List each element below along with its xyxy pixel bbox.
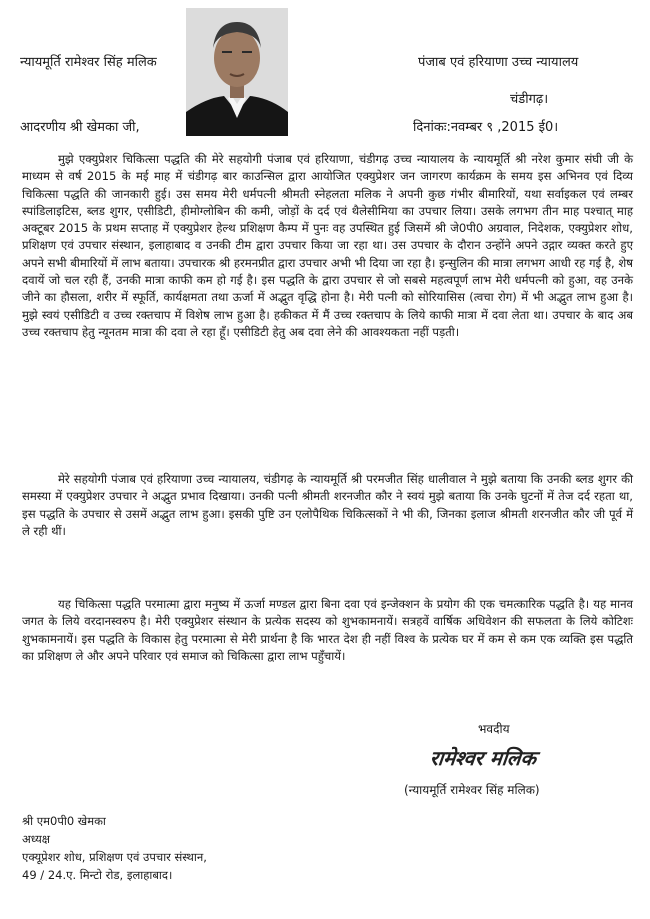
court-city: चंडीगढ़। bbox=[510, 92, 549, 107]
body-paragraph-2: मेरे सहयोगी पंजाब एवं हरियाणा उच्च न्यायालय, चंडीगढ़ के न्यायमूर्ति श्री परमजीत सिंह धालीवाल ने मुझे बताया कि उनकी ब्लड शुगर की समस्या में एक्युप्रेशर उपचार ने अद्भुत प्रभाव दिखाया। उनकी पत्नी श्रीमती शरनजीत कौर ने स्वयं मुझे बताया कि उनके घुटनों में तेज दर्द रहता था, इस पद्धति के उपचार से उसमें अद्भुत लाभ हुआ। इसकी पुष्टि उन एलोपैथिक चिकित्सकों ने भी की, जिनका इलाज श्रीमती शरनजीत कौर जी पूर्व में ले रही थीं। bbox=[22, 472, 633, 538]
letter-date: दिनांकः:नवम्बर ९ ,2015 ई0। bbox=[413, 120, 559, 135]
judge-portrait-photo bbox=[186, 8, 288, 136]
court-name: पंजाब एवं हरियाणा उच्च न्यायालय bbox=[418, 55, 579, 70]
recipient-name: श्री एम0पी0 खेमका bbox=[22, 814, 106, 828]
handwritten-signature: रामेश्वर मलिक bbox=[428, 746, 538, 770]
recipient-address bbox=[22, 812, 207, 884]
recipient-street: 49 / 24.ए. मिन्टो रोड, इलाहाबाद। bbox=[22, 868, 173, 882]
body-paragraph-1: मुझे एक्युप्रेशर चिकित्सा पद्धति की मेरे सहयोगी पंजाब एवं हरियाणा, चंडीगढ़ उच्च न्यायालय के न्यायमूर्ति श्री नरेश कुमार संघी जी के माध्यम से वर्ष 2015 के मई माह में चंडीगढ़ बार काउन्सिल द्वारा आयोजित एक्युप्रेशर जन जागरण कार्यक्रम के समय इस अभिनव एवं दिव्य चिकित्सा पद्धति की जानकारी हुई। उस समय मेरी धर्मपत्नी श्रीमती स्नेहलता मलिक ने अपनी कुछ गंभीर बीमारियों, यथा सर्वाइकल एवं लम्बर स्पांडिलाइटिस, ब्लड शुगर, एसीडिटी, हीमोग्लोबिन की कमी, जोड़ों के दर्द एवं थैलेसीमिया का उपचार लिया। उसके लगभग तीन माह पश्चात् माह अक्टूबर 2015 के प्रथम सप्ताह में एक्युप्रेशर हेल्थ प्रशिक्षण कैम्प में पुनः वह उपस्थित हुई जिसमें श्री जे0पी0 अग्रवाल, निदेशक, एक्युप्रेशर शोध, प्रशिक्षण एवं उपचार संस्थान, इलाहाबाद व उनकी टीम द्वारा उपचार किया जा रहा था। उस उपचार के दौरान उन्होंने अपने उद्गार व्यक्त करते हुए अपने सभी बीमारियों में लाभ बताया। उपचारक श्री हरमनप्रीत द्वारा उपचार अभी भी दिया जा रहा है। इन्सुलिन की मात्रा लगभग आधी रह गई है, शेष दवायें जो चल रही हैं, उनकी मात्रा काफी कम हो गई है। इस पद्धति के द्वारा उपचार से जो सबसे महत्वपूर्ण लाभ मेरी धर्मपत्नी को हुआ, वह उनके जीने का हौसला, शरीर में स्फूर्ति, कार्यक्षमता तथा ऊर्जा में अद्भुत वृद्धि होना है। मेरी पत्नी को सोरियासिस (त्वचा रोग) में भी अद्भुत लाभ हुआ है। मुझे स्वयं एसीडिटी व उच्च रक्तचाप में विशेष लाभ हुआ है। हकीकत में मैं उच्च रक्तचाप के लिये काफी मात्रा में दवा लेता था। उपचार के बाद अब उच्च रक्तचाप हेतु न्यूनतम मात्रा की दवा ले रहा हूँ। एसीडिटी हेतु अब दवा लेने की आवश्यकता नहीं पड़ती। bbox=[22, 152, 633, 339]
recipient-designation: अध्यक्ष bbox=[22, 832, 51, 846]
closing-bhavadiya: भवदीय bbox=[478, 722, 510, 736]
recipient-organization: एक्यूप्रेशर शोध, प्रशिक्षण एवं उपचार संस्थान, bbox=[22, 850, 207, 864]
sender-name: न्यायमूर्ति रामेश्वर सिंह मलिक bbox=[20, 55, 157, 70]
body-paragraph-3: यह चिकित्सा पद्धति परमात्मा द्वारा मनुष्य में ऊर्जा मण्डल द्वारा बिना दवा एवं इन्जेक्शन के प्रयोग की एक चमत्कारिक पद्धति है। यह मानव जगत के लिये वरदानस्वरुप है। मेरी एक्युप्रेशर संस्थान के प्रत्येक सदस्य को शुभकामनायें। सत्रहवें वार्षिक अधिवेशन की सफलता के लिये कोटिशः शुभकामनायें। इस पद्धति के विकास हेतु परमात्मा से मेरी प्रार्थना है कि भारत देश ही नहीं विश्व के प्रत्येक घर में कम से कम एक व्यक्ति इस पद्धति का प्रशिक्षण ले और अपने परिवार एवं समाज को चिकित्सा द्वारा लाभ पहुँचायें। bbox=[22, 597, 633, 663]
signatory-name: (न्यायमूर्ति रामेश्वर सिंह मलिक) bbox=[404, 783, 540, 797]
salutation: आदरणीय श्री खेमका जी, bbox=[20, 120, 140, 135]
portrait-illustration bbox=[186, 8, 288, 136]
